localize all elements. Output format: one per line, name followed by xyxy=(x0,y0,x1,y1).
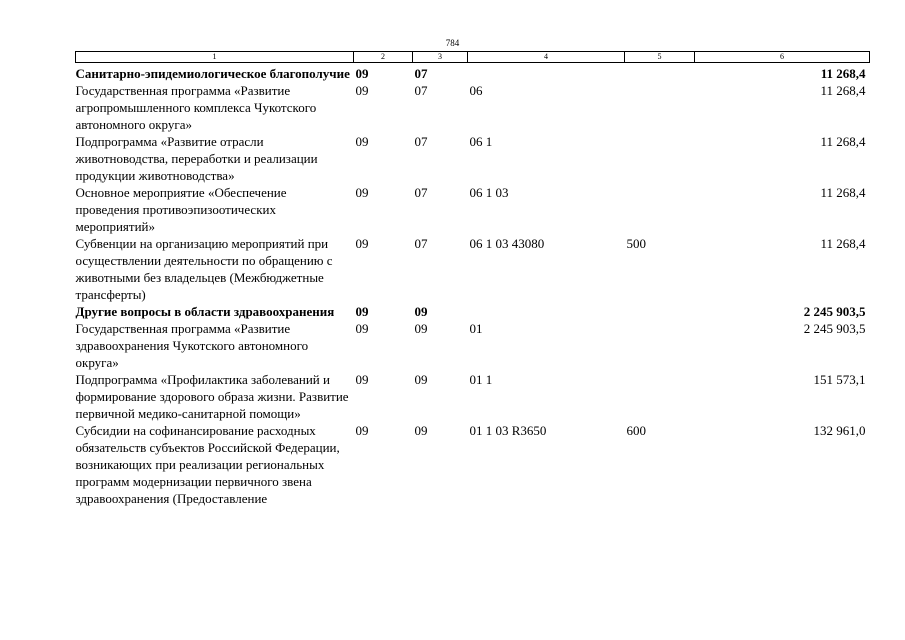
table-row xyxy=(76,82,870,133)
row-amount: 2 245 903,5 xyxy=(803,304,866,319)
row-name: Государственная программа «Развитие здравоохранения Чукотского автономного округа» xyxy=(75,321,309,370)
row-section-code: 09 xyxy=(355,304,369,319)
table-row xyxy=(76,422,870,507)
row-subsection-code: 09 xyxy=(414,372,428,387)
row-name: Субвенции на организацию мероприятий при осуществлении деятельности по обращению с животными без владельцев (Межбюджетные трансферты) xyxy=(75,236,333,302)
row-expense-type: 600 xyxy=(626,423,646,438)
column-number-1: 1 xyxy=(76,52,354,63)
row-amount: 11 268,4 xyxy=(820,66,866,81)
row-expense-type xyxy=(625,184,695,235)
table-row xyxy=(76,371,870,422)
row-amount: 2 245 903,5 xyxy=(803,321,866,336)
row-section-code: 09 xyxy=(355,321,369,336)
column-number-5: 5 xyxy=(625,52,695,63)
column-number-4: 4 xyxy=(468,52,625,63)
row-target-article: 06 1 03 xyxy=(469,185,509,200)
row-section-code: 09 xyxy=(355,66,369,81)
row-subsection-code: 09 xyxy=(414,321,428,336)
page-number: 784 xyxy=(445,38,460,48)
row-amount: 151 573,1 xyxy=(813,372,866,387)
row-name: Субсидии на софинансирование расходных обязательств субъектов Российской Федерации, возникающих при реализации региональных программ модернизации первичного звена здравоохранения (Предоставление xyxy=(75,423,340,506)
row-expense-type xyxy=(625,82,695,133)
row-section-code: 09 xyxy=(355,423,369,438)
table-row xyxy=(76,235,870,303)
row-name: Санитарно-эпидемиологическое благополучие xyxy=(75,66,350,81)
row-target-article: 01 1 03 R3650 xyxy=(469,423,547,438)
row-subsection-code: 09 xyxy=(414,423,428,438)
table-row xyxy=(76,184,870,235)
row-name: Основное мероприятие «Обеспечение проведения противоэпизоотических мероприятий» xyxy=(75,185,287,234)
row-amount: 11 268,4 xyxy=(820,83,866,98)
row-target-article xyxy=(468,303,625,320)
budget-table xyxy=(75,51,870,507)
row-expense-type xyxy=(625,320,695,371)
row-section-code: 09 xyxy=(355,185,369,200)
row-expense-type xyxy=(625,371,695,422)
row-subsection-code: 09 xyxy=(414,304,428,319)
row-section-code: 09 xyxy=(355,236,369,251)
row-target-article: 01 1 xyxy=(469,372,493,387)
row-target-article: 06 1 xyxy=(469,134,493,149)
row-target-article xyxy=(468,63,625,83)
row-expense-type xyxy=(625,63,695,83)
row-subsection-code: 07 xyxy=(414,134,428,149)
row-amount: 11 268,4 xyxy=(820,236,866,251)
section-row xyxy=(76,303,870,320)
column-number-2: 2 xyxy=(354,52,413,63)
row-subsection-code: 07 xyxy=(414,185,428,200)
row-subsection-code: 07 xyxy=(414,66,428,81)
row-amount: 11 268,4 xyxy=(820,134,866,149)
row-section-code: 09 xyxy=(355,83,369,98)
row-name: Подпрограмма «Профилактика заболеваний и формирование здорового образа жизни. Развитие первичной медико-санитарной помощи» xyxy=(75,372,349,421)
section-row xyxy=(76,63,870,83)
row-amount: 11 268,4 xyxy=(820,185,866,200)
row-subsection-code: 07 xyxy=(414,83,428,98)
row-expense-type xyxy=(625,133,695,184)
row-target-article: 01 xyxy=(469,321,483,336)
row-name: Подпрограмма «Развитие отрасли животноводства, переработки и реализации продукции животноводства» xyxy=(75,134,318,183)
row-subsection-code: 07 xyxy=(414,236,428,251)
row-section-code: 09 xyxy=(355,134,369,149)
row-expense-type xyxy=(625,303,695,320)
table-body xyxy=(76,63,870,508)
row-target-article: 06 xyxy=(469,83,483,98)
table-row xyxy=(76,133,870,184)
row-expense-type: 500 xyxy=(626,236,646,251)
row-target-article: 06 1 03 43080 xyxy=(469,236,545,251)
row-section-code: 09 xyxy=(355,372,369,387)
row-name: Государственная программа «Развитие агропромышленного комплекса Чукотского автономного округа» xyxy=(75,83,317,132)
row-amount: 132 961,0 xyxy=(813,423,866,438)
row-name: Другие вопросы в области здравоохранения xyxy=(75,304,335,319)
table-row xyxy=(76,320,870,371)
column-number-3: 3 xyxy=(413,52,468,63)
column-number-row xyxy=(76,52,870,63)
column-number-6: 6 xyxy=(695,52,870,63)
